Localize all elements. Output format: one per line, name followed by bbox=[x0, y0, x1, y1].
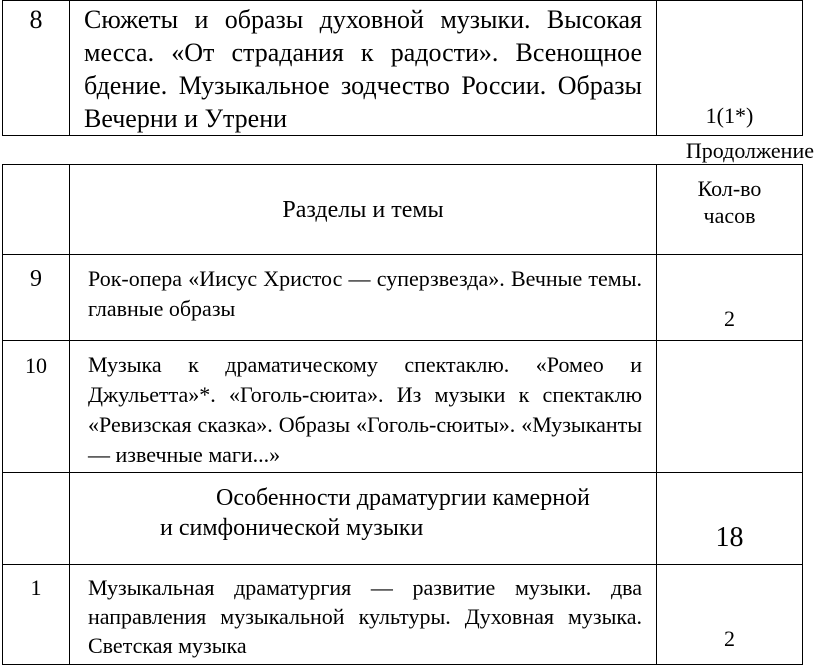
section-hours-value: 18 bbox=[715, 522, 744, 553]
hours-heading-line1: Кол-во bbox=[697, 176, 762, 201]
section-hours-cell bbox=[657, 473, 803, 565]
table-row bbox=[3, 1, 803, 136]
topic-text: Рок-опера «Иисус Христос — суперзвезда». Вечные темы. главные образы bbox=[88, 266, 642, 321]
section-title-line2: и симфонической музыки bbox=[160, 515, 424, 541]
table-row bbox=[3, 341, 803, 473]
topic-cell bbox=[70, 341, 657, 473]
topic-heading: Разделы и темы bbox=[282, 196, 444, 223]
section-title-line1: Особенности драматургии камерной bbox=[216, 485, 590, 511]
section-title-cell bbox=[70, 473, 657, 565]
row-number: 9 bbox=[30, 266, 42, 292]
hours-cell bbox=[657, 565, 803, 665]
section-row bbox=[3, 473, 803, 565]
hours-cell bbox=[657, 255, 803, 341]
topic-text: Сюжеты и образы духовной музыки. Высокая месса. «От страдания к радости». Всенощное бдение. Музыкальное зодчество России. Образы Вечерни и Утрени bbox=[84, 5, 642, 133]
header-topic-cell bbox=[70, 165, 657, 255]
topic-text: Музыкальная драматургия — развитие музыки. два направления музыкальной культуры. Духовная музыка. Светская музыка bbox=[88, 575, 642, 658]
table-row bbox=[3, 255, 803, 341]
topic-cell bbox=[70, 565, 657, 665]
hours-cell bbox=[657, 1, 803, 136]
header-hours-cell bbox=[657, 165, 803, 255]
topic-cell bbox=[70, 255, 657, 341]
header-number-cell bbox=[3, 165, 70, 255]
top-table bbox=[2, 0, 803, 136]
hours-value: 2 bbox=[724, 306, 735, 331]
row-number-cell bbox=[3, 341, 70, 473]
row-number-cell bbox=[3, 255, 70, 341]
row-number: 1 bbox=[30, 575, 42, 600]
row-number-cell bbox=[3, 1, 70, 136]
hours-value: 2 bbox=[724, 626, 735, 651]
section-number-cell bbox=[3, 473, 70, 565]
row-number: 8 bbox=[29, 5, 43, 34]
header-row bbox=[3, 165, 803, 255]
topic-cell bbox=[70, 1, 657, 136]
table-row bbox=[3, 565, 803, 665]
topic-text: Музыка к драматическому спектаклю. «Ромео и Джульетта»*. «Гоголь-сюита». Из музыки к спектаклю «Ревизская сказка». Образы «Гоголь-сюиты». «Музыканты — извечные маги...» bbox=[88, 352, 642, 467]
continuation-label: Продолжение bbox=[685, 138, 814, 163]
main-table bbox=[2, 164, 803, 665]
hours-heading-line2: часов bbox=[703, 203, 756, 228]
hours-cell bbox=[657, 341, 803, 473]
row-number: 10 bbox=[25, 353, 47, 378]
hours-value: 1(1*) bbox=[705, 103, 754, 128]
row-number-cell bbox=[3, 565, 70, 665]
